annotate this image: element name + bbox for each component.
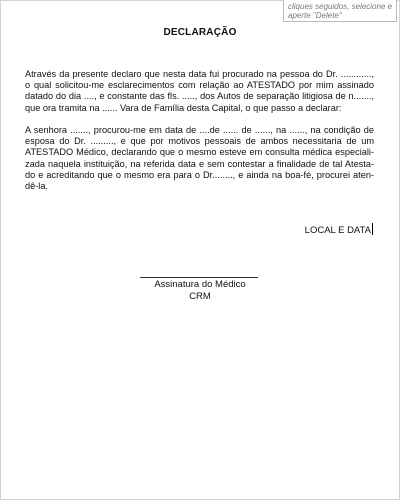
local-and-date-label: LOCAL E DATA [304,225,371,236]
paragraph-line: esposa do Dr. ........., e que por motivos pessoais de ambos necessitaria de um [25,136,374,147]
paragraph-line: Através da presente declaro que nesta data fui procurado na pessoa do Dr. ............, [25,69,374,79]
paragraph-line: dê-la. [25,181,48,192]
signature-crm: CRM [189,291,211,302]
paragraph-line: ATESTADO Médico, declarando que o mesmo esteve em consulta médica especiali- [25,147,374,158]
edit-hint-tooltip: cliques seguidos, selecione e aperte "Delete" [283,0,397,22]
paragraph-line: do e acreditando que o mesmo era para o Dr........, e ainda na boa-fé, procurei aten- [25,169,374,180]
declaration-paragraph-1[interactable] [25,69,374,114]
document-title: DECLARAÇÃO [163,27,237,38]
paragraph-line: o qual solicitou-me esclarecimentos com relação ao ATESTADO por mim assinado [25,80,374,91]
paragraph-line: zada naquela instituição, na referida data e sem contestar a finalidade de tal Atesta- [25,158,374,169]
local-and-date-field[interactable] [305,223,373,236]
paragraph-line: A senhora ......., procurou-me em data de ....de ...... de ......, na ......, na condição de [25,125,374,135]
paragraph-line: que ora tramita na ...... Vara de Família desta Capital, o que passo a declarar: [25,102,342,113]
signature-line [140,277,258,278]
declaration-paragraph-2[interactable] [25,125,374,192]
text-cursor [372,223,373,235]
signature-label: Assinatura do Médico [154,279,246,290]
paragraph-line: datado do dia ...., e constante das fls. ....., dos Autos de separação litigiosa de n......., [25,91,374,102]
